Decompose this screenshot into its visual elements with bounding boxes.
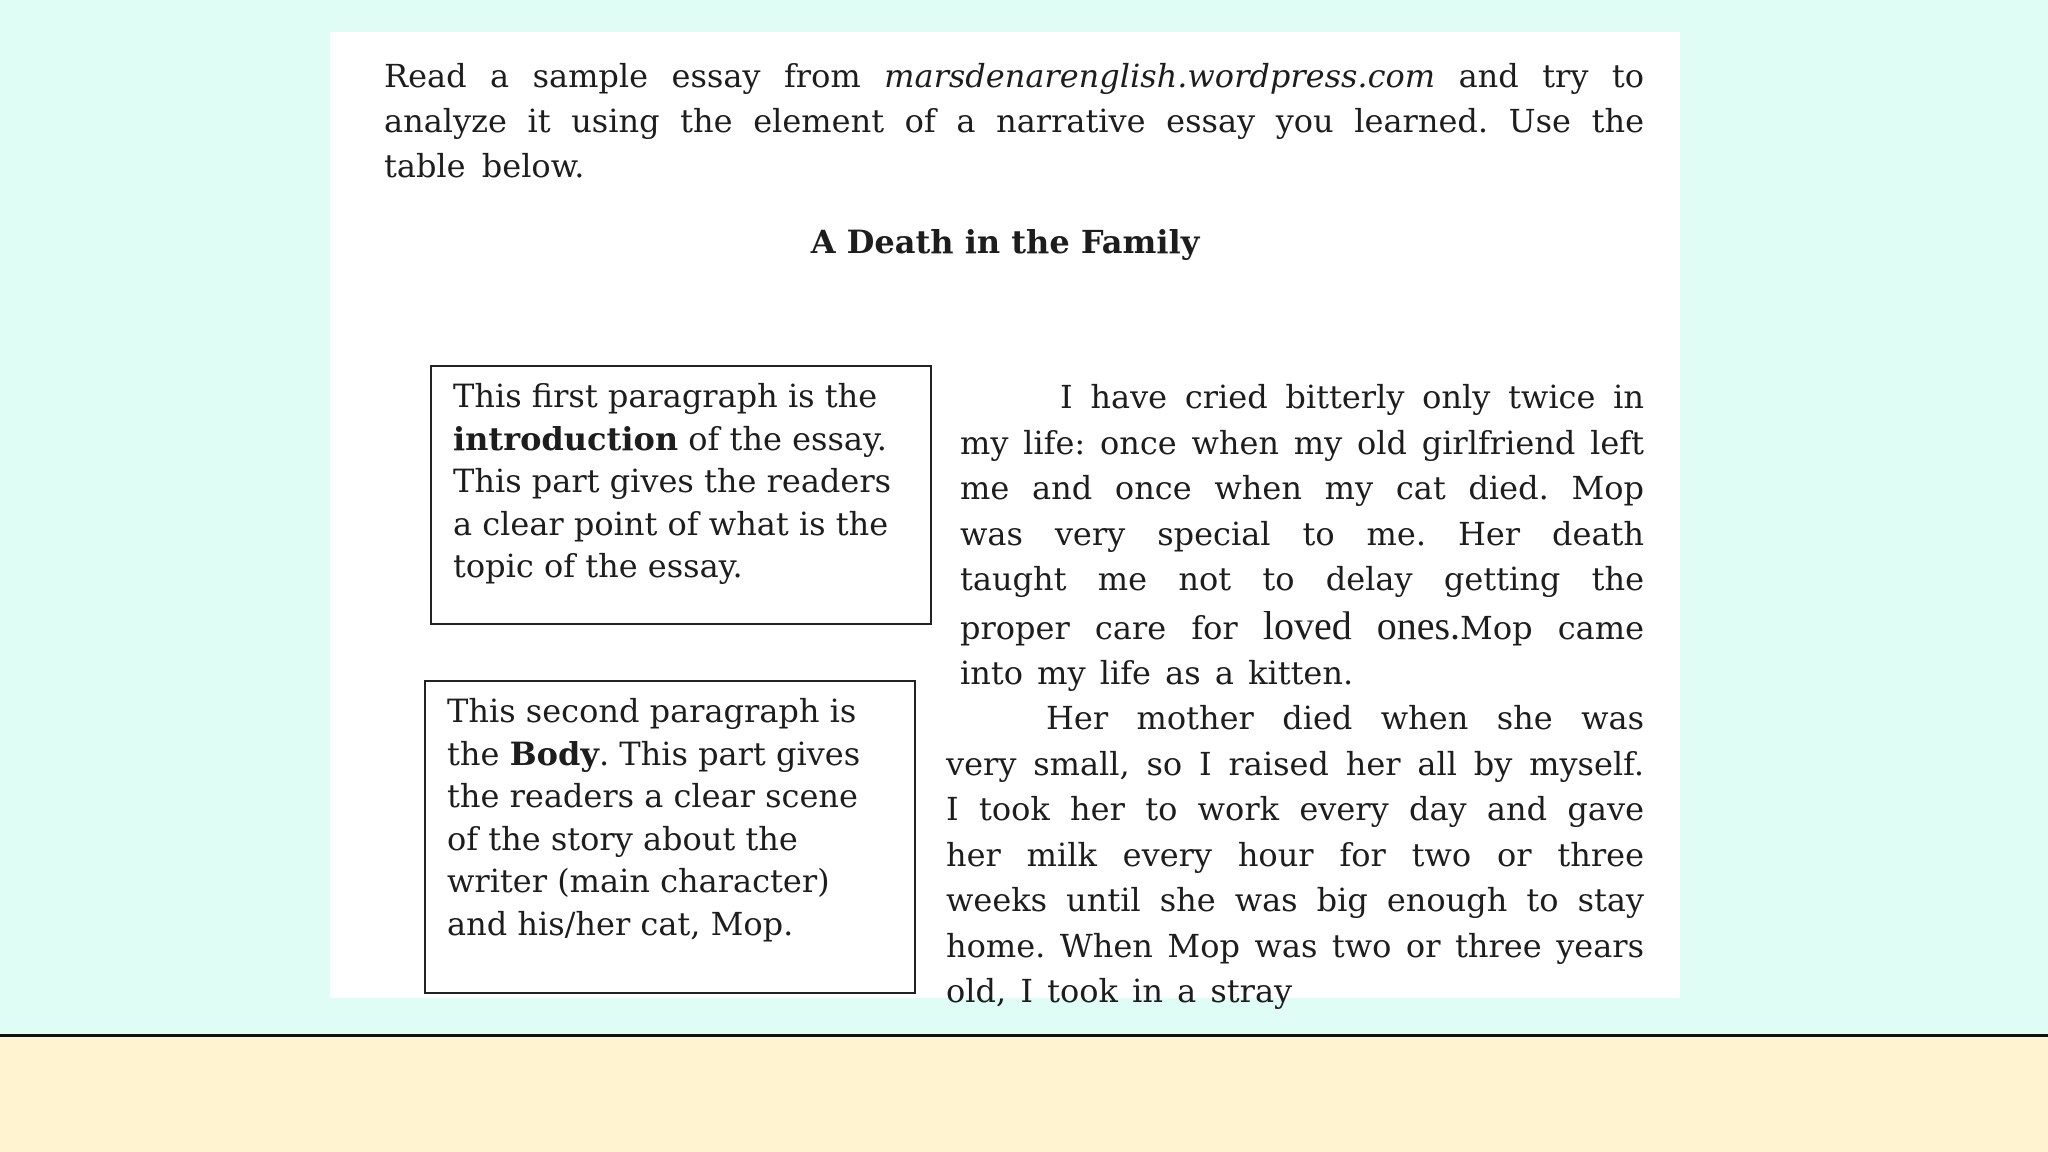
body-note-before: This second paragraph is the [447, 692, 857, 773]
essay-paragraph-1-large-text: loved ones. [1262, 602, 1461, 648]
source-website: marsdenarenglish.wordpress.com [884, 57, 1436, 95]
introduction-note-text [453, 375, 912, 588]
introduction-note-box [430, 365, 932, 625]
instruction-text [384, 54, 1644, 189]
instruction-text-before: Read a sample essay from [384, 57, 885, 95]
introduction-note-keyword: introduction [453, 419, 679, 458]
body-note-text [447, 690, 896, 945]
slide-footer-band [0, 1037, 2048, 1152]
essay-paragraph-2 [946, 696, 1644, 1015]
introduction-note-after: of the essay. This part gives the readers a clear point of what is the topic of the essay. [453, 419, 892, 585]
essay-paragraph-1-text: I have cried bitterly only twice in my life: once when my old girlfriend left me and once when my cat died. Mop was very special to me. Her death taught me not to delay getting the proper care for [960, 378, 1644, 647]
instruction-text-after: and try to analyze it using the element of a narrative essay you learned. Use the table below. [384, 57, 1645, 185]
document-page [330, 32, 1680, 1010]
essay-title: A Death in the Family [810, 223, 1200, 261]
essay-paragraph-1-text-after: Mop came into my life as a kitten. [960, 608, 1644, 692]
essay-paragraph-1 [960, 375, 1644, 697]
body-note-keyword: Body [509, 734, 599, 773]
introduction-note-before: This first paragraph is the [453, 377, 878, 415]
essay-paragraph-2-text: Her mother died when she was very small, so I raised her all by myself. I took her to work every day and gave her milk every hour for two or three weeks until she was big enough to stay home. When Mop was two or three years old, I took in a stray [946, 699, 1644, 1010]
body-note-box [424, 680, 916, 994]
body-note-after: . This part gives the readers a clear scene of the story about the writer (main character) and his/her cat, Mop. [447, 734, 861, 943]
